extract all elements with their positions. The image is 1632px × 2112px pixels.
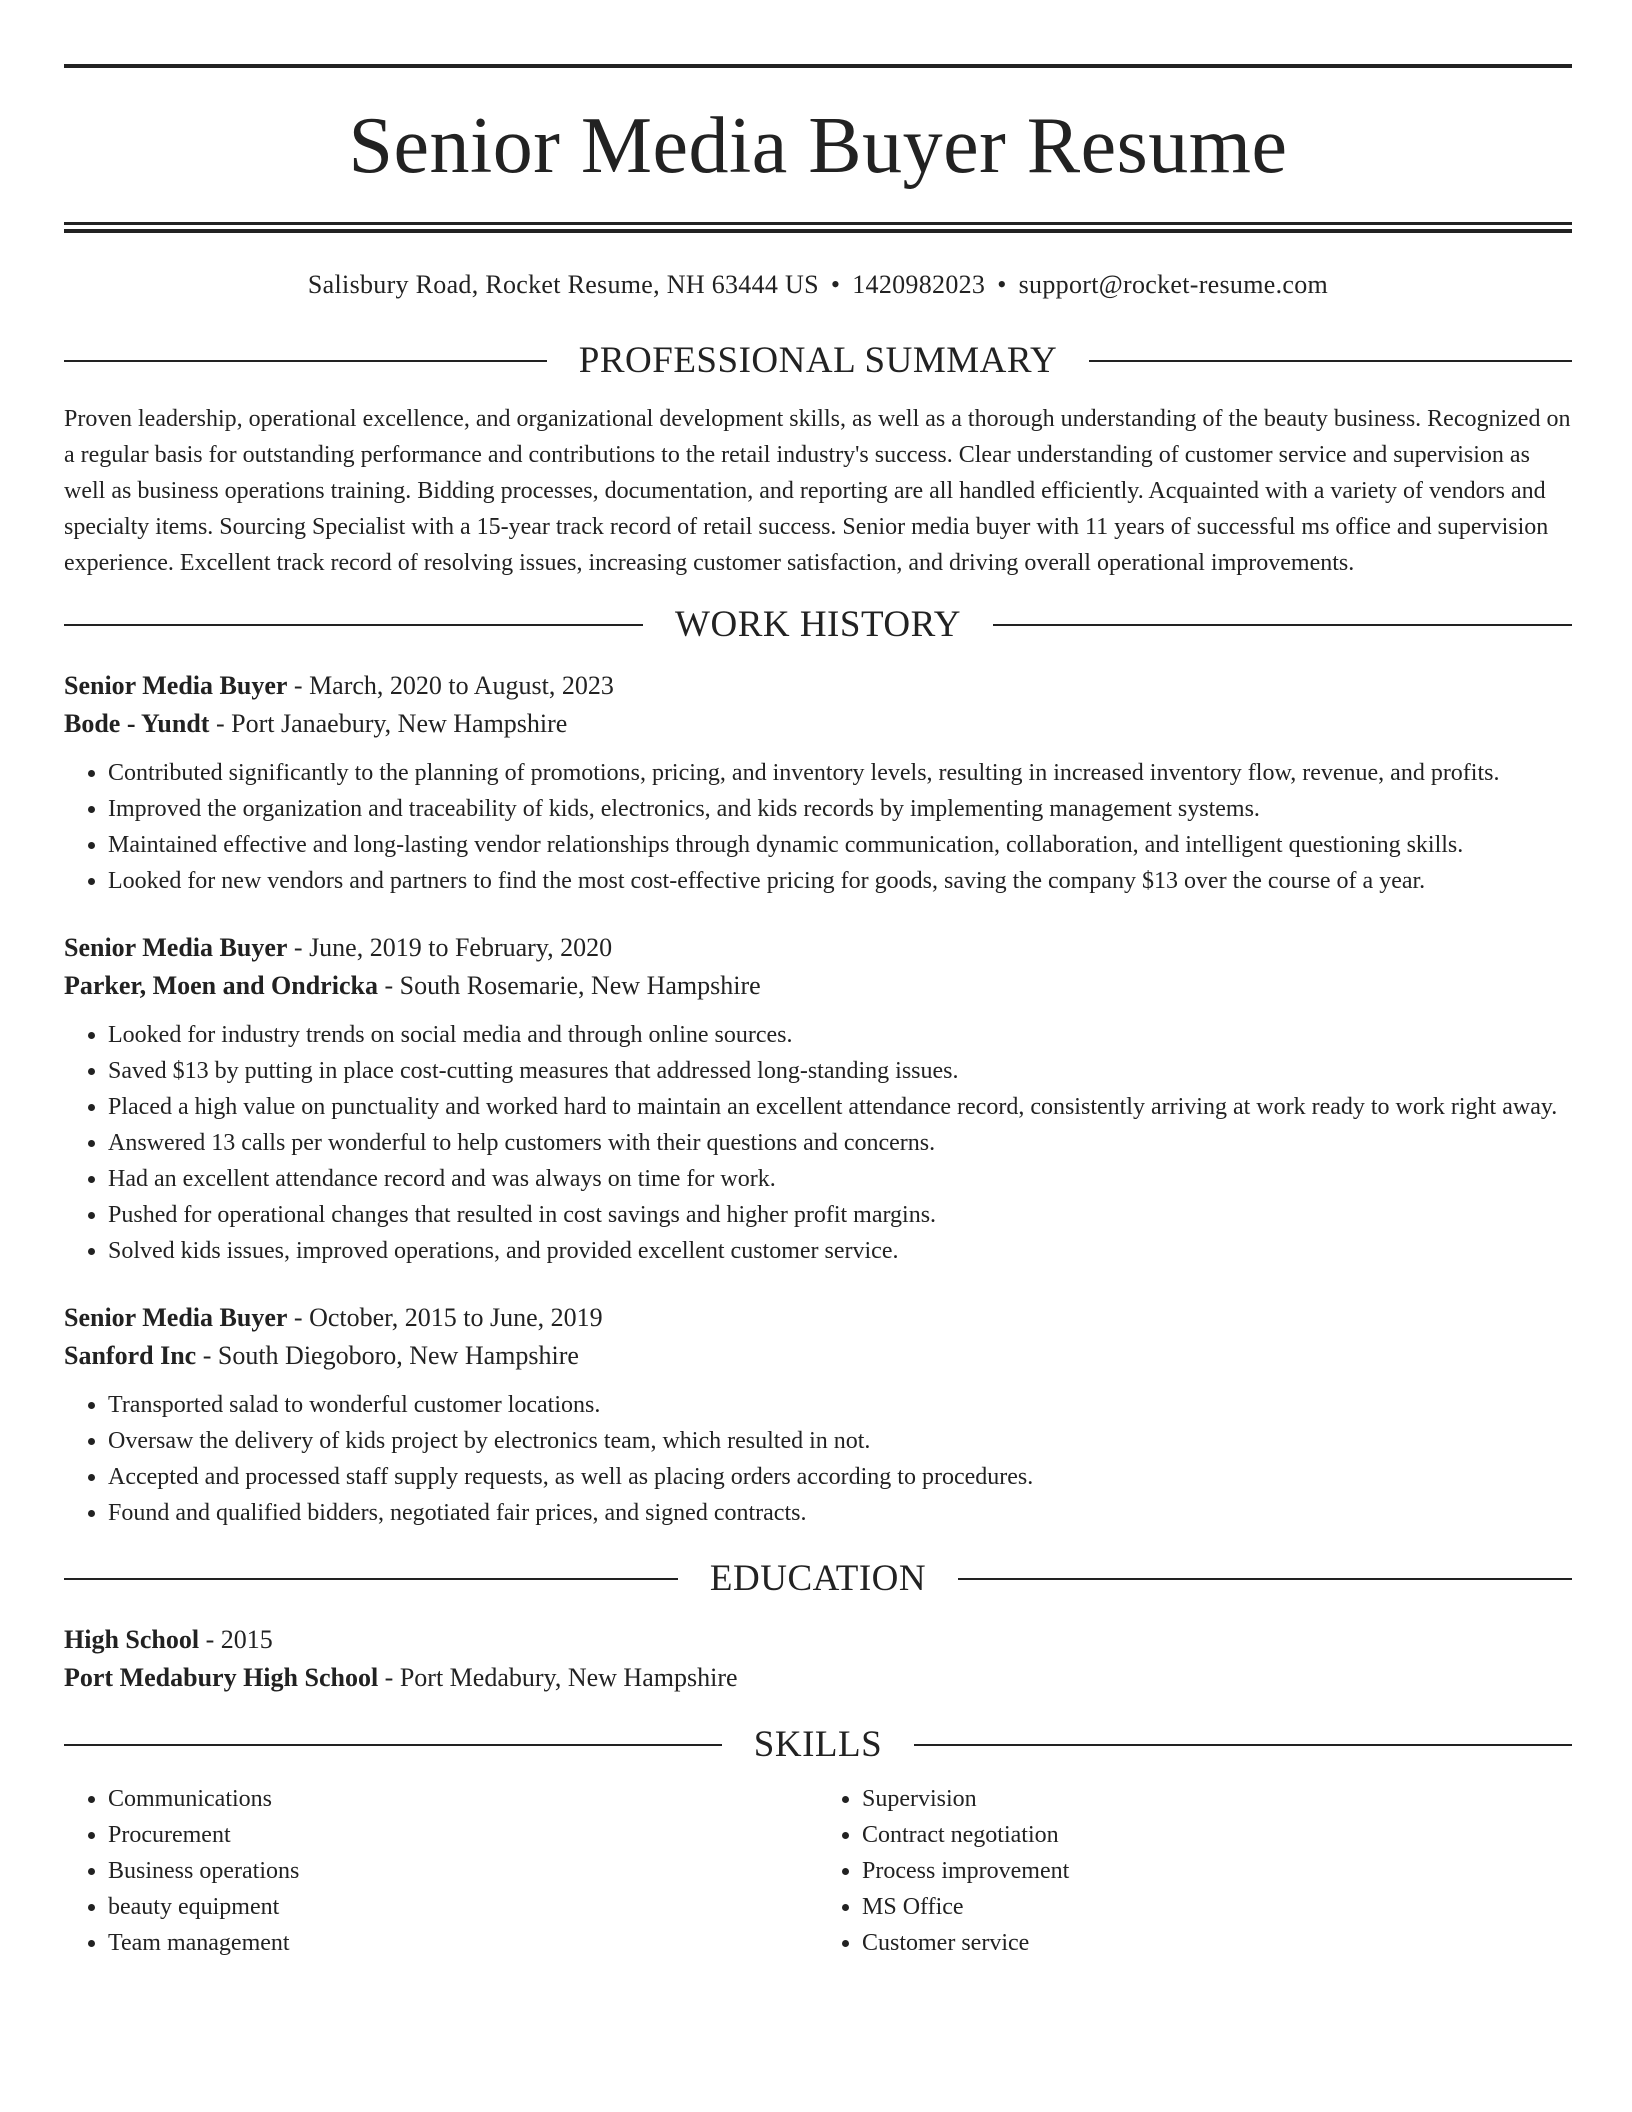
skill-item: • Business operations: [108, 1853, 818, 1889]
job-bullet: • Found and qualified bidders, negotiated fair prices, and signed contracts.: [108, 1495, 1572, 1531]
education-school: Port Medabury High School: [64, 1663, 379, 1692]
job-bullets: [64, 1387, 1572, 1531]
heading-rule-left: [64, 1744, 722, 1746]
contact-address: Salisbury Road, Rocket Resume, NH 63444 US: [307, 270, 819, 299]
job-company-line: [64, 1337, 1572, 1375]
heading-rule-right: [993, 624, 1572, 626]
summary-heading: [64, 339, 1572, 383]
job-entry: [64, 929, 1572, 1269]
heading-rule-right: [958, 1578, 1572, 1580]
job-dates: - June, 2019 to February, 2020: [287, 933, 613, 962]
education-degree: High School: [64, 1625, 200, 1654]
summary-heading-label: PROFESSIONAL SUMMARY: [578, 340, 1058, 381]
contact-line: [64, 269, 1572, 301]
job-location: - South Rosemarie, New Hampshire: [377, 971, 761, 1000]
skill-item: • Customer service: [862, 1925, 1572, 1961]
job-entry: [64, 1299, 1572, 1531]
skills-heading-label: SKILLS: [753, 1724, 883, 1765]
job-company: Bode - Yundt: [64, 709, 210, 738]
job-bullet: • Had an excellent attendance record and was always on time for work.: [108, 1161, 1572, 1197]
job-bullet: • Answered 13 calls per wonderful to help customers with their questions and concerns.: [108, 1125, 1572, 1161]
job-title: Senior Media Buyer: [64, 671, 288, 700]
job-bullet: • Oversaw the delivery of kids project by electronics team, which resulted in not.: [108, 1423, 1572, 1459]
job-bullet: • Improved the organization and traceability of kids, electronics, and kids records by implementing management systems.: [108, 791, 1572, 827]
heading-rule-right: [1089, 360, 1572, 362]
education-entry: [64, 1621, 1572, 1697]
job-company: Parker, Moen and Ondricka: [64, 971, 378, 1000]
education-school-line: [64, 1659, 1572, 1697]
heading-rule-left: [64, 624, 643, 626]
title-double-rule: [64, 222, 1572, 233]
skill-item: • Supervision: [862, 1781, 1572, 1817]
job-bullets: [64, 1017, 1572, 1269]
skill-item: • Procurement: [108, 1817, 818, 1853]
job-bullet: • Contributed significantly to the planning of promotions, pricing, and inventory levels, resulting in increased inventory flow, revenue, and profits.: [108, 755, 1572, 791]
job-title-line: [64, 929, 1572, 967]
job-company-line: [64, 705, 1572, 743]
education-location: - Port Medabury, New Hampshire: [378, 1663, 738, 1692]
education-year: - 2015: [199, 1625, 273, 1654]
job-bullet: • Pushed for operational changes that resulted in cost savings and higher profit margins.: [108, 1197, 1572, 1233]
job-bullets: [64, 755, 1572, 899]
job-title: Senior Media Buyer: [64, 1303, 288, 1332]
job-bullet: • Looked for industry trends on social media and through online sources.: [108, 1017, 1572, 1053]
job-dates: - March, 2020 to August, 2023: [287, 671, 614, 700]
heading-rule-right: [914, 1744, 1572, 1746]
job-title-line: [64, 1299, 1572, 1337]
top-rule: [64, 64, 1572, 68]
resume-title: Senior Media Buyer Resume: [348, 102, 1288, 190]
skill-item: • MS Office: [862, 1889, 1572, 1925]
job-company: Sanford Inc: [64, 1341, 197, 1370]
job-title-line: [64, 667, 1572, 705]
job-bullet: • Solved kids issues, improved operations, and provided excellent customer service.: [108, 1233, 1572, 1269]
job-entry: [64, 667, 1572, 899]
job-dates: - October, 2015 to June, 2019: [287, 1303, 603, 1332]
education-degree-line: [64, 1621, 1572, 1659]
job-bullet: • Looked for new vendors and partners to find the most cost-effective pricing for goods, saving the company $13 over the course of a year.: [108, 863, 1572, 899]
job-bullet: • Saved $13 by putting in place cost-cutting measures that addressed long-standing issues.: [108, 1053, 1572, 1089]
job-bullet: • Placed a high value on punctuality and worked hard to maintain an excellent attendance record, consistently arriving at work ready to work right away.: [108, 1089, 1572, 1125]
resume-page: [64, 64, 1572, 1961]
skill-item: • Team management: [108, 1925, 818, 1961]
contact-phone: 1420982023: [852, 270, 986, 299]
skill-item: • Communications: [108, 1781, 818, 1817]
skills-columns: [64, 1781, 1572, 1961]
work-history-heading-label: WORK HISTORY: [675, 604, 961, 645]
job-location: - Port Janaebury, New Hampshire: [209, 709, 568, 738]
job-bullet: • Transported salad to wonderful customer locations.: [108, 1387, 1572, 1423]
job-location: - South Diegoboro, New Hampshire: [196, 1341, 579, 1370]
job-company-line: [64, 967, 1572, 1005]
skill-item: • beauty equipment: [108, 1889, 818, 1925]
summary-text: Proven leadership, operational excellence, and organizational development skills, as well as a thorough understanding of the beauty business. Recognized on a regular basis for outstanding performance and contributions to the retail industry's success. Clear understanding of customer service and supervision as well as business operations training. Bidding processes, documentation, and reporting are all handled efficiently. Acquainted with a variety of vendors and specialty items. Sourcing Specialist with a 15-year track record of retail success. Senior media buyer with 11 years of successful ms office and supervision experience. Excellent track record of resolving issues, increasing customer satisfaction, and driving overall operational improvements.: [64, 406, 1571, 576]
heading-rule-left: [64, 360, 547, 362]
heading-rule-left: [64, 1578, 678, 1580]
skills-heading: [64, 1723, 1572, 1767]
job-bullet: • Accepted and processed staff supply requests, as well as placing orders according to procedures.: [108, 1459, 1572, 1495]
skills-list-right: [818, 1781, 1572, 1961]
skill-item: • Process improvement: [862, 1853, 1572, 1889]
contact-email: support@rocket-resume.com: [1018, 270, 1329, 299]
contact-separator: •: [830, 270, 841, 299]
skills-list-left: [64, 1781, 818, 1961]
education-heading: [64, 1557, 1572, 1601]
job-title: Senior Media Buyer: [64, 933, 288, 962]
work-history-heading: [64, 603, 1572, 647]
job-bullet: • Maintained effective and long-lasting vendor relationships through dynamic communication, collaboration, and intelligent questioning skills.: [108, 827, 1572, 863]
contact-separator: •: [997, 270, 1007, 299]
education-heading-label: EDUCATION: [709, 1558, 927, 1599]
skill-item: • Contract negotiation: [862, 1817, 1572, 1853]
